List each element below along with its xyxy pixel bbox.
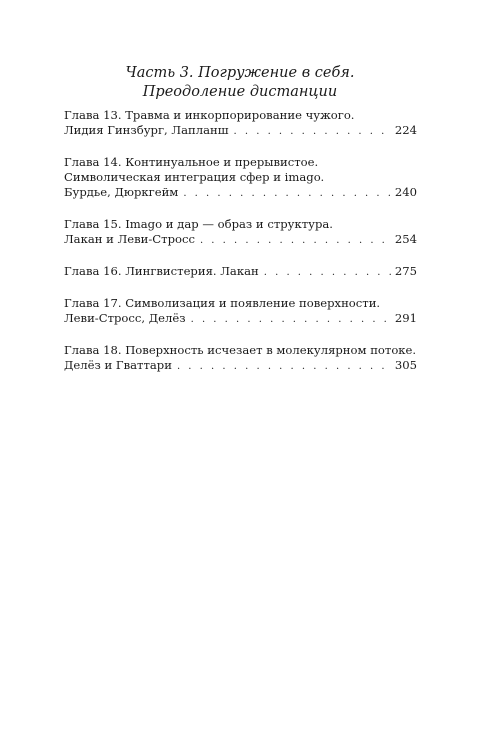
toc-entry-page-number: 275 <box>394 264 417 278</box>
toc-entry-page-number: 305 <box>394 358 417 372</box>
toc-entry-page-number: 240 <box>394 185 417 199</box>
dot-leader <box>183 186 393 201</box>
part-title <box>60 64 420 102</box>
toc-entry-heading: Глава 15. Imago и дар — образ и структура. <box>64 217 333 231</box>
toc-entry-authors: Лакан и Леви-Стросс <box>64 232 195 246</box>
toc-entry-last-line <box>64 264 417 280</box>
toc-entry-authors: Лидия Гинзбург, Лапланш <box>64 123 229 137</box>
dot-leader <box>200 233 393 248</box>
part-title-line-2: Преодоление дистанции <box>142 84 338 100</box>
toc-entry-heading: Глава 17. Символизация и появление поверхности. <box>64 296 381 310</box>
toc-entry-heading: Глава 16. Лингвистерия. Лакан <box>64 264 259 278</box>
toc-entry[interactable] <box>64 296 417 327</box>
dot-leader <box>264 265 393 280</box>
toc-entry-last-line <box>64 123 417 139</box>
dot-leader <box>191 312 393 327</box>
toc-entries <box>64 108 417 390</box>
toc-entry[interactable] <box>64 155 417 201</box>
toc-entry-authors: Леви-Стросс, Делёз <box>64 311 186 325</box>
toc-entry[interactable] <box>64 217 417 248</box>
toc-entry[interactable] <box>64 343 417 374</box>
toc-entry-last-line <box>64 358 417 374</box>
toc-entry-heading: Глава 18. Поверхность исчезает в молекулярном потоке. <box>64 343 417 357</box>
dot-leader <box>234 124 393 139</box>
toc-entry-page-number: 254 <box>394 232 417 246</box>
dot-leader <box>177 359 393 374</box>
toc-entry-authors: Бурдье, Дюркгейм <box>64 185 179 199</box>
part-title-line-1: Часть 3. Погружение в себя. <box>125 65 355 81</box>
toc-entry-heading: Глава 14. Континуальное и прерывистое. <box>64 155 319 169</box>
toc-entry-last-line <box>64 232 417 248</box>
toc-entry-heading: Глава 13. Травма и инкорпорирование чужого. <box>64 108 355 122</box>
toc-entry-last-line <box>64 185 417 201</box>
toc-entry-authors: Делёз и Гваттари <box>64 358 172 372</box>
toc-entry-page-number: 224 <box>394 123 417 137</box>
toc-entry-last-line <box>64 311 417 327</box>
toc-entry[interactable] <box>64 108 417 139</box>
toc-entry[interactable] <box>64 264 417 280</box>
toc-entry-page-number: 291 <box>394 311 417 325</box>
toc-entry-subheading: Символическая интеграция сфер и imago. <box>64 170 325 184</box>
